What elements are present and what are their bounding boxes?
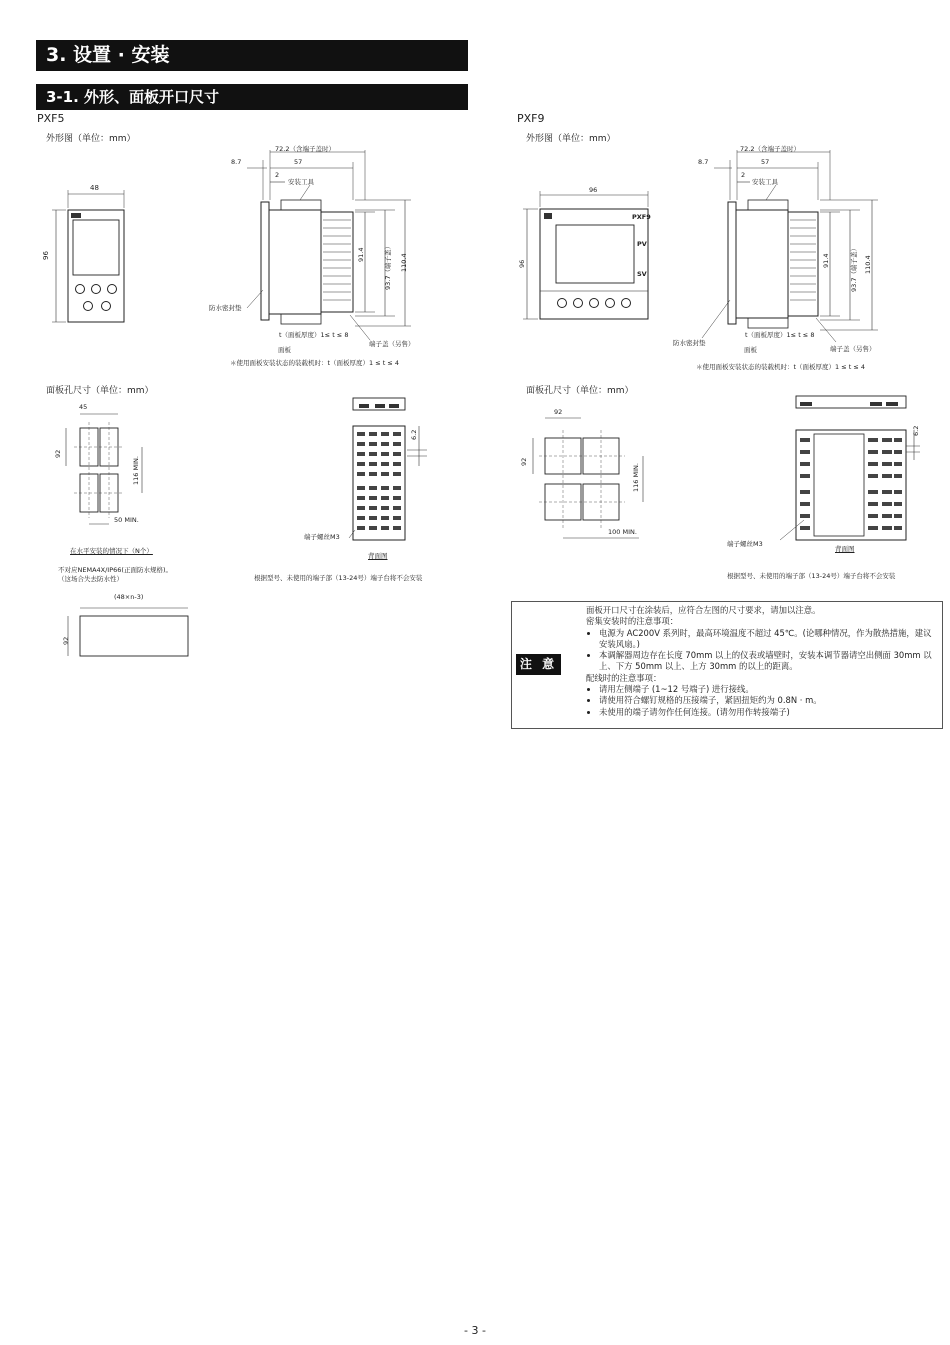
pxf9-model-label: PXF9 — [517, 112, 545, 125]
pxf9-min-v: 116 MIN. — [632, 463, 640, 492]
pxf5-dim-72-2: 72.2（含端子盖时） — [275, 145, 335, 153]
pxf5-rear-view — [345, 390, 435, 560]
pxf5-dim-96: 96 — [42, 251, 50, 260]
pxf9-dim-96w: 96 — [589, 186, 598, 194]
pxf9-dim-96h: 96 — [518, 259, 526, 268]
pxf9-screw-label: 端子螺丝M3 — [727, 540, 763, 548]
pxf9-sv-label: SV — [637, 270, 647, 278]
pxf9-panel-label: 面板 — [744, 346, 757, 354]
pxf5-dim-57: 57 — [294, 158, 303, 166]
pxf5-front-view — [40, 180, 140, 330]
pxf9-side-view — [690, 140, 890, 355]
pxf5-outline-title: 外形图（单位：mm） — [46, 134, 136, 144]
pxf9-min-h: 100 MIN. — [608, 528, 637, 536]
pxf5-dim-6-2: 6.2 — [410, 429, 418, 440]
pxf5-gasket-label: 防水密封垫 — [209, 304, 242, 312]
pxf9-rear-label: 背面图 — [835, 545, 855, 553]
pxf5-min-h: 50 MIN. — [114, 516, 139, 524]
notice-bullet-5: • 未使用的端子请勿作任何连接。(请勿用作转接端子) — [599, 707, 938, 718]
notice-line-3: 配线时的注意事项： — [586, 672, 662, 683]
pxf9-mount-note: ＊使用面板安装状态的装载机时：t（面板厚度）1 ≤ t ≤ 4 — [696, 363, 866, 371]
pxf9-terminal-note: 根据型号、未使用的端子部（13-24号）端子台将不会安装 — [727, 572, 896, 580]
notice-text — [586, 605, 938, 718]
pxf9-outline-title: 外形图（单位：mm） — [526, 134, 616, 144]
notice-bullet-4: • 请使用符合螺钉规格的压接端子，紧固扭矩约为 0.8N · m。 — [599, 695, 938, 706]
notice-bullet-2: • 本调解器周边存在长度 70mm 以上的仪表或墙壁时，安装本调节器请空出侧面 30mm 以上、下方 50mm 以上、上方 30mm 的以上的距离。 — [599, 650, 938, 673]
pxf5-cutout-title: 面板孔尺寸（单位：mm） — [46, 386, 154, 396]
pxf9-cutout-title: 面板孔尺寸（单位：mm） — [526, 386, 634, 396]
pxf5-cut-w: 45 — [79, 403, 88, 411]
pxf5-nema-note-1: 不对应NEMA4X/IP66(正面防水规格)。 — [58, 566, 172, 574]
pxf5-multi-h: 92 — [62, 636, 70, 645]
pxf5-multi-cutout — [60, 600, 190, 660]
pxf9-dim-2: 2 — [741, 171, 746, 179]
pxf5-panel-label: 面板 — [278, 346, 291, 354]
pxf9-front-model: PXF9 — [632, 213, 651, 221]
pxf9-dim-57: 57 — [761, 158, 770, 166]
pxf9-dim-93-7: 93.7（端子盖） — [850, 245, 858, 292]
pxf9-terminal-cover-label: 端子盖（另售） — [830, 345, 876, 353]
pxf9-rear-view — [790, 390, 920, 550]
pxf5-cutout-diagram — [50, 400, 170, 530]
page-number: - 3 - — [464, 1324, 486, 1337]
pxf9-cut-w: 92 — [554, 408, 563, 416]
pxf9-cutout-diagram — [525, 400, 665, 540]
pxf5-multi-w: (48×n-3) — [114, 593, 144, 601]
pxf9-thickness-label: t（面板厚度）1≤ t ≤ 8 — [745, 331, 815, 339]
pxf9-dim-8-7: 8.7 — [698, 158, 709, 166]
pxf5-model-label: PXF5 — [37, 112, 65, 125]
pxf9-pv-label: PV — [637, 240, 647, 248]
pxf5-thickness-label: t（面板厚度）1≤ t ≤ 8 — [279, 331, 349, 339]
notice-badge: 注 意 — [516, 654, 561, 675]
pxf5-min-v: 116 MIN. — [132, 456, 140, 485]
pxf9-dim-110-4: 110.4 — [864, 255, 872, 274]
pxf5-side-view — [225, 140, 425, 350]
pxf5-rear-label: 背面图 — [368, 552, 388, 560]
notice-line-2: 密集安装时的注意事项： — [586, 616, 679, 627]
pxf9-gasket-label: 防水密封垫 — [673, 339, 706, 347]
pxf5-dim-93-7: 93.7（端子盖） — [384, 243, 392, 290]
notice-bullet-3: • 请用左侧端子 (1~12 号端子) 进行接线。 — [599, 684, 938, 695]
pxf5-terminal-note: 根据型号、未使用的端子部（13-24号）端子台将不会安装 — [254, 574, 423, 582]
pxf9-dim-91-4: 91.4 — [822, 253, 830, 268]
pxf5-dim-2: 2 — [275, 171, 280, 179]
pxf5-dim-48: 48 — [90, 184, 99, 192]
pxf9-dim-6-2: 6.2 — [912, 425, 920, 436]
pxf5-mount-note: ＊使用面板安装状态的装载机时：t（面板厚度）1 ≤ t ≤ 4 — [230, 359, 400, 367]
pxf5-tool-label: 安装工具 — [288, 178, 314, 186]
notice-bullet-1: • 电源为 AC200V 系列时，最高环境温度不超过 45℃。(论哪种情况，作为散热措施，建议安装风扇。) — [599, 628, 938, 651]
pxf5-terminal-cover-label: 端子盖（另售） — [369, 340, 415, 348]
pxf5-screw-label: 端子螺丝M3 — [304, 533, 340, 541]
pxf5-cut-h: 92 — [54, 449, 62, 458]
pxf5-dim-91-4: 91.4 — [357, 247, 365, 262]
pxf9-front-view — [515, 185, 655, 325]
pxf5-nema-note-2: （这场合失去防水性） — [58, 575, 123, 583]
pxf9-dim-72-2: 72.2（含端子盖时） — [740, 145, 800, 153]
pxf5-dim-110-4: 110.4 — [400, 253, 408, 272]
pxf9-tool-label: 安装工具 — [752, 178, 778, 186]
subsection-title: 3-1. 外形、面板开口尺寸 — [36, 84, 468, 110]
notice-line-1: 面板开口尺寸在涂装后，应符合左图的尺寸要求，请加以注意。 — [586, 605, 821, 615]
pxf5-horizontal-label: 在水平安装的情况下（N个） — [70, 547, 153, 555]
pxf9-cut-h: 92 — [520, 457, 528, 466]
pxf5-dim-8-7: 8.7 — [231, 158, 242, 166]
section-title: 3. 设置 · 安装 — [36, 40, 468, 71]
